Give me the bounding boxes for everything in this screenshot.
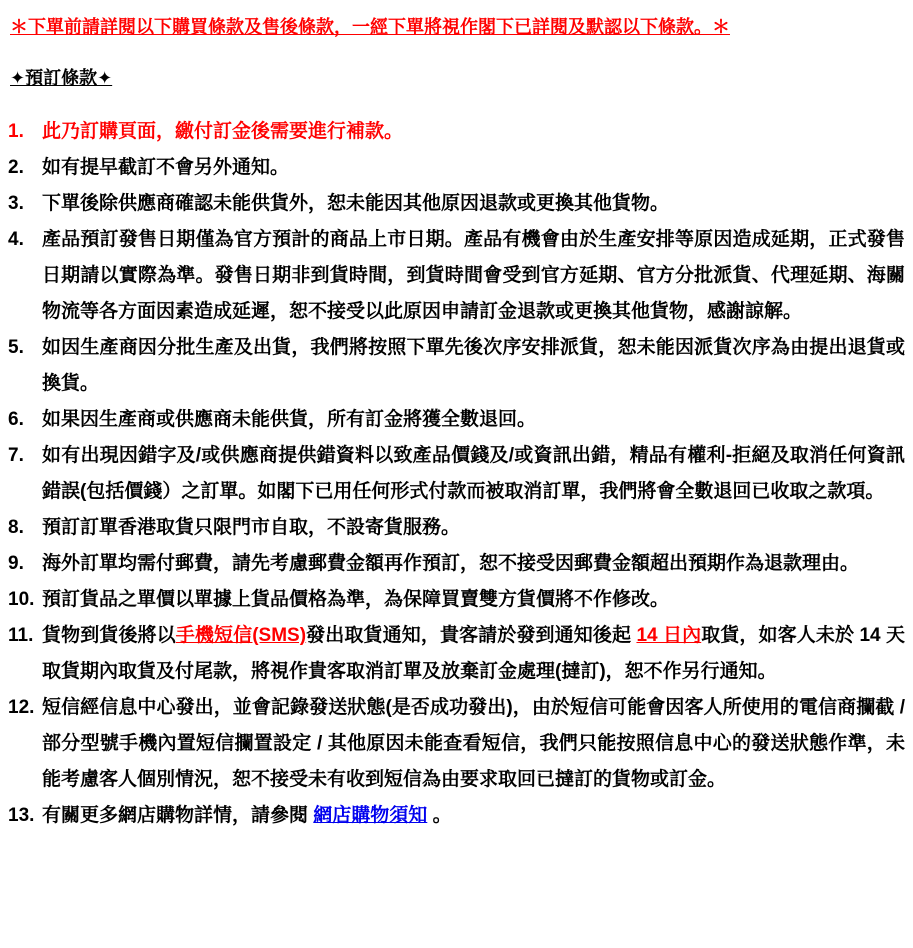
term-item-5 bbox=[8, 330, 905, 402]
term-text-segment: 預訂訂單香港取貨只限門市自取，不設寄貨服務。 bbox=[42, 517, 461, 538]
term-item-10 bbox=[8, 582, 905, 618]
term-text-segment: 有關更多網店購物詳情，請參閱 bbox=[42, 805, 314, 826]
term-text-segment: 如有出現因錯字及/或供應商提供錯資料以致產品價錢及/或資訊出錯，精品有權利-拒絕及取消任何資訊錯誤(包括價錢）之訂單。如閣下已用任何形式付款而被取消訂單，我們將會全數退回已收取之款項。 bbox=[42, 445, 905, 502]
term-item-2 bbox=[8, 150, 905, 186]
term-text-segment: 發出取貨通知，貴客請於發到通知後起 bbox=[306, 625, 637, 646]
term-text-segment: 取貨，如客人未於 14 天取貨期內取貨及付尾款，將視作貴客取消訂單及放棄訂金處理(撻訂)，恕不作另行通知。 bbox=[42, 625, 905, 682]
14-days-emphasis: 14 日內 bbox=[636, 625, 702, 646]
term-number: 13. bbox=[8, 805, 35, 826]
term-item-1 bbox=[8, 114, 905, 150]
term-text-segment: 海外訂單均需付郵費，請先考慮郵費金額再作預訂，恕不接受因郵費金額超出預期作為退款理由。 bbox=[42, 553, 860, 574]
term-text bbox=[42, 618, 905, 690]
term-text bbox=[42, 546, 905, 582]
term-text-segment: 如有提早截訂不會另外通知。 bbox=[42, 157, 290, 178]
term-item-9 bbox=[8, 546, 905, 582]
term-text bbox=[42, 510, 905, 546]
term-number: 6. bbox=[8, 409, 24, 430]
shop-guide-link[interactable]: 網店購物須知 bbox=[313, 805, 428, 826]
term-text bbox=[42, 402, 905, 438]
term-text bbox=[42, 222, 905, 330]
page-title: ＊下單前請詳閱以下購買條款及售後條款，一經下單將視作閣下已詳閱及默認以下條款。＊ bbox=[10, 17, 730, 37]
term-text-segment: 產品預訂發售日期僅為官方預計的商品上市日期。產品有機會由於生產安排等原因造成延期，正式發售日期請以實際為準。發售日期非到貨時間，到貨時間會受到官方延期、官方分批派貨、代理延期、海關物流等各方面因素造成延遲，恕不接受以此原因申請訂金退款或更換其他貨物，感謝諒解。 bbox=[42, 229, 905, 322]
term-text bbox=[42, 150, 905, 186]
term-number: 1. bbox=[8, 121, 24, 142]
term-item-7 bbox=[8, 438, 905, 510]
term-item-13 bbox=[8, 798, 905, 834]
term-text bbox=[42, 690, 905, 798]
term-text bbox=[42, 798, 905, 834]
term-number: 5. bbox=[8, 337, 24, 358]
term-text bbox=[42, 330, 905, 402]
term-text-segment: 貨物到貨後將以 bbox=[42, 625, 176, 646]
term-text-segment: 。 bbox=[427, 805, 452, 826]
term-number: 4. bbox=[8, 229, 24, 250]
term-number: 12. bbox=[8, 697, 35, 718]
term-number: 3. bbox=[8, 193, 24, 214]
term-number: 9. bbox=[8, 553, 24, 574]
term-text bbox=[42, 438, 905, 510]
section-heading-preorder-terms: ✦預訂條款✦ bbox=[10, 68, 113, 88]
term-item-8 bbox=[8, 510, 905, 546]
term-number: 7. bbox=[8, 445, 24, 466]
term-number: 10. bbox=[8, 589, 35, 610]
term-item-6 bbox=[8, 402, 905, 438]
sms-emphasis: 手機短信(SMS) bbox=[175, 625, 307, 646]
term-text-segment: 如果因生產商或供應商未能供貨，所有訂金將獲全數退回。 bbox=[42, 409, 537, 430]
term-text-segment: 下單後除供應商確認未能供貨外，恕未能因其他原因退款或更換其他貨物。 bbox=[42, 193, 670, 214]
terms-list bbox=[8, 114, 905, 834]
term-item-11 bbox=[8, 618, 905, 690]
term-item-4 bbox=[8, 222, 905, 330]
term-text-segment: 如因生產商因分批生產及出貨，我們將按照下單先後次序安排派貨，恕未能因派貨次序為由提出退貨或換貨。 bbox=[42, 337, 905, 394]
term-item-3 bbox=[8, 186, 905, 222]
term-text bbox=[42, 186, 905, 222]
term-text bbox=[42, 114, 905, 150]
term-text-segment: 短信經信息中心發出，並會記錄發送狀態(是否成功發出)，由於短信可能會因客人所使用的電信商攔截 / 部分型號手機內置短信攔置設定 / 其他原因未能查看短信，我們只能按照信息中心的發送狀態作準，未能考慮客人個別情況，恕不接受未有收到短信為由要求取回已撻訂的貨物或訂金。 bbox=[42, 697, 905, 790]
term-number: 11. bbox=[8, 625, 34, 646]
term-number: 8. bbox=[8, 517, 24, 538]
term-number: 2. bbox=[8, 157, 24, 178]
term-item-12 bbox=[8, 690, 905, 798]
term-text bbox=[42, 582, 905, 618]
term-text-segment: 此乃訂購頁面，繳付訂金後需要進行補款。 bbox=[42, 121, 404, 142]
term-text-segment: 預訂貨品之單價以單據上貨品價格為準，為保障買賣雙方貨價將不作修改。 bbox=[42, 589, 670, 610]
